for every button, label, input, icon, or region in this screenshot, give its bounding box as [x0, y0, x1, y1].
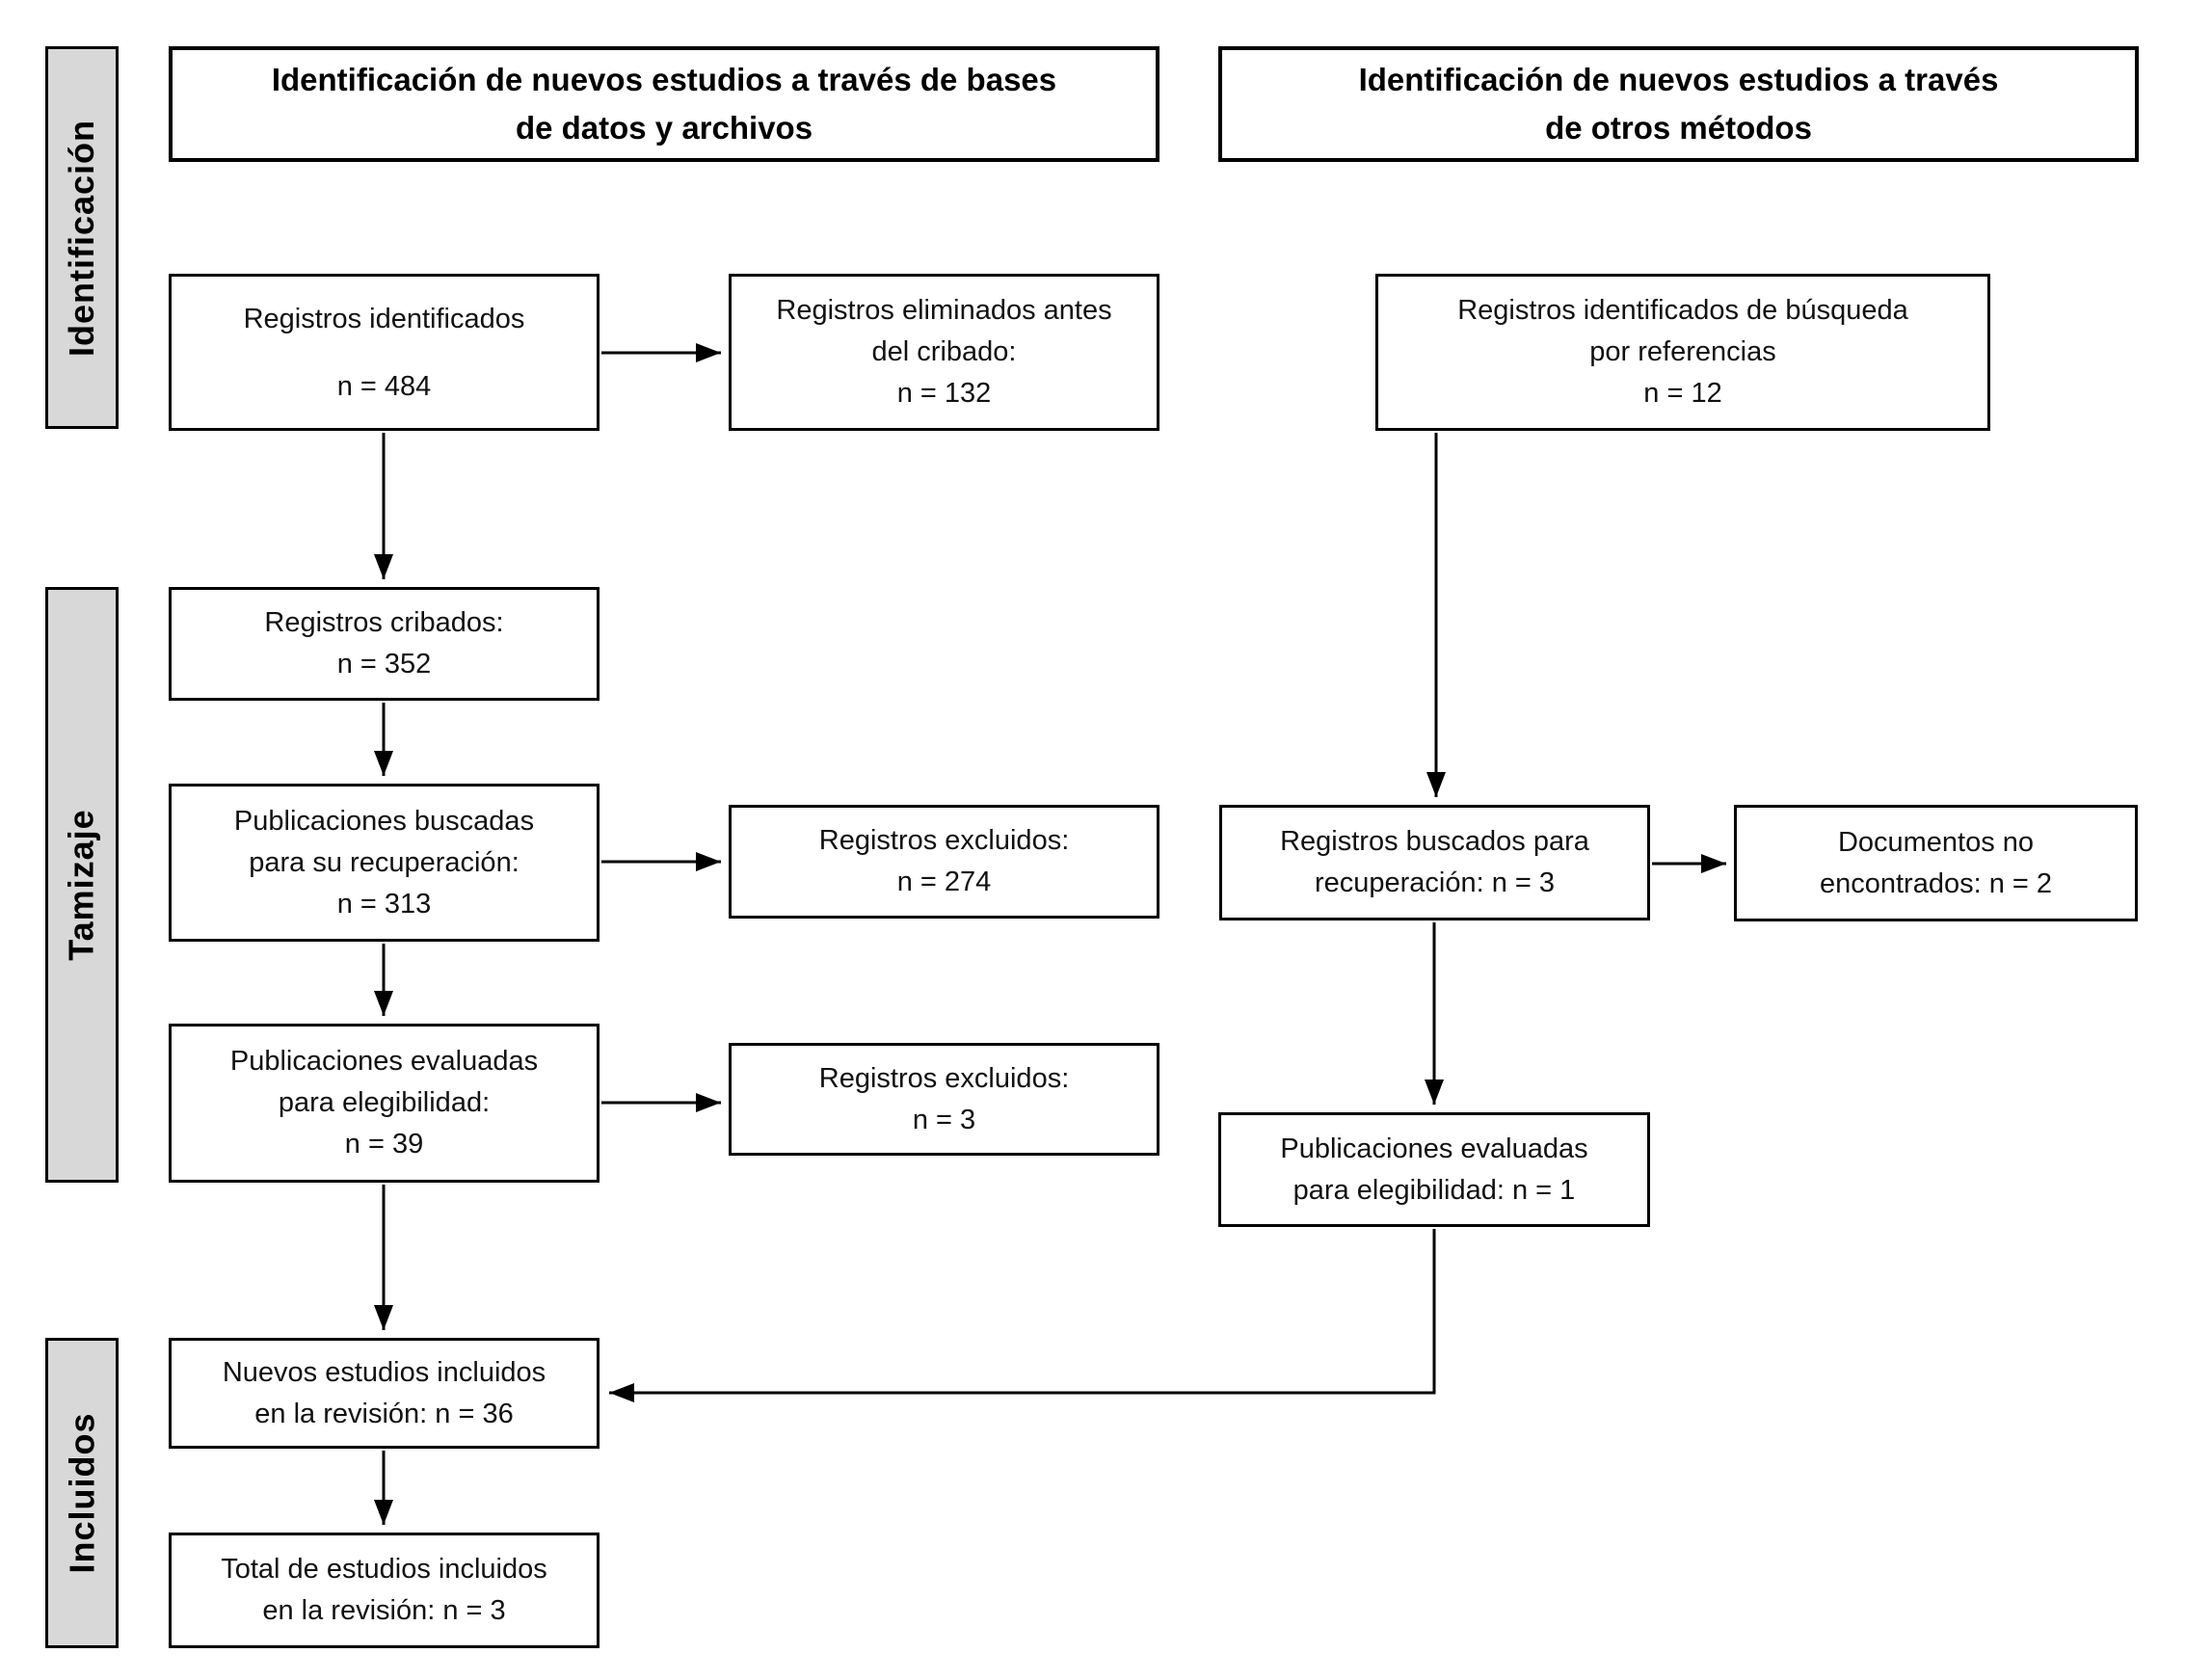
- box-line: Registros cribados:: [264, 607, 504, 638]
- box-records-identified-refs: [1375, 274, 1990, 431]
- box-documents-not-found: [1734, 805, 2138, 921]
- header-other-methods-line: Identificación de nuevos estudios a través: [1358, 62, 1999, 97]
- header-other-methods: [1218, 46, 2139, 162]
- box-line: para elegibilidad: n = 1: [1292, 1174, 1576, 1206]
- box-line: n = 484: [336, 370, 432, 402]
- box-line: Publicaciones evaluadas: [1280, 1133, 1588, 1164]
- box-new-studies-included: [169, 1338, 600, 1449]
- box-records-excluded-2: [729, 1043, 1159, 1156]
- box-line: n = 274: [896, 867, 992, 897]
- header-databases-line: de datos y archivos: [515, 110, 813, 146]
- header-other-methods-line: de otros métodos: [1545, 110, 1812, 146]
- header-databases-line: Identificación de nuevos estudios a través de bases: [271, 62, 1057, 97]
- box-line: para su recuperación:: [249, 846, 520, 878]
- box-line: Publicaciones evaluadas: [229, 1046, 539, 1077]
- box-line: Publicaciones buscadas: [233, 805, 535, 837]
- stage-label-included: Incluidos: [62, 1412, 102, 1574]
- box-line: Nuevos estudios incluidos: [222, 1356, 546, 1388]
- stage-bar-included: [45, 1338, 119, 1648]
- box-line: por referencias: [1589, 336, 1776, 367]
- box-line: del cribado:: [871, 336, 1017, 367]
- box-line: n = 3: [912, 1104, 976, 1135]
- box-line: n = 352: [336, 649, 432, 680]
- box-line: n = 132: [896, 378, 992, 409]
- box-line: n = 39: [344, 1129, 424, 1160]
- box-line: Registros excluidos:: [818, 825, 1070, 856]
- box-records-removed: [729, 274, 1159, 431]
- box-line: Registros excluidos:: [818, 1062, 1070, 1094]
- box-reports-assessed: [169, 1024, 600, 1183]
- box-records-sought-refs: [1219, 805, 1650, 920]
- box-line: n = 313: [336, 888, 432, 920]
- arrow-refs-assessed-to-new-included: [609, 1229, 1434, 1393]
- box-line: recuperación: n = 3: [1314, 867, 1556, 898]
- box-line: Registros identificados de búsqueda: [1457, 295, 1908, 326]
- box-line: Registros buscados para: [1280, 826, 1589, 857]
- box-records-identified: [169, 274, 600, 431]
- box-line: en la revisión: n = 36: [254, 1398, 514, 1429]
- box-line: Total de estudios incluidos: [221, 1554, 547, 1585]
- box-total-studies-included: [169, 1533, 600, 1648]
- box-line: Registros identificados: [243, 303, 525, 334]
- box-reports-sought: [169, 784, 600, 942]
- box-line: Documentos no: [1837, 826, 2035, 858]
- box-line: para elegibilidad:: [278, 1087, 491, 1118]
- stage-bar-screening: [45, 587, 119, 1183]
- box-line: encontrados: n = 2: [1819, 867, 2053, 899]
- stage-label-screening: Tamizaje: [62, 809, 101, 961]
- header-databases: [169, 46, 1159, 162]
- box-reports-assessed-refs: [1218, 1112, 1650, 1227]
- stage-bar-identification: [45, 46, 119, 429]
- box-line: en la revisión: n = 3: [262, 1595, 506, 1626]
- stage-label-identification: Identificación: [62, 119, 101, 357]
- box-line: Registros eliminados antes: [776, 295, 1112, 326]
- box-records-excluded-1: [729, 805, 1159, 919]
- box-line: n = 12: [1643, 378, 1722, 409]
- box-records-screened: [169, 587, 600, 701]
